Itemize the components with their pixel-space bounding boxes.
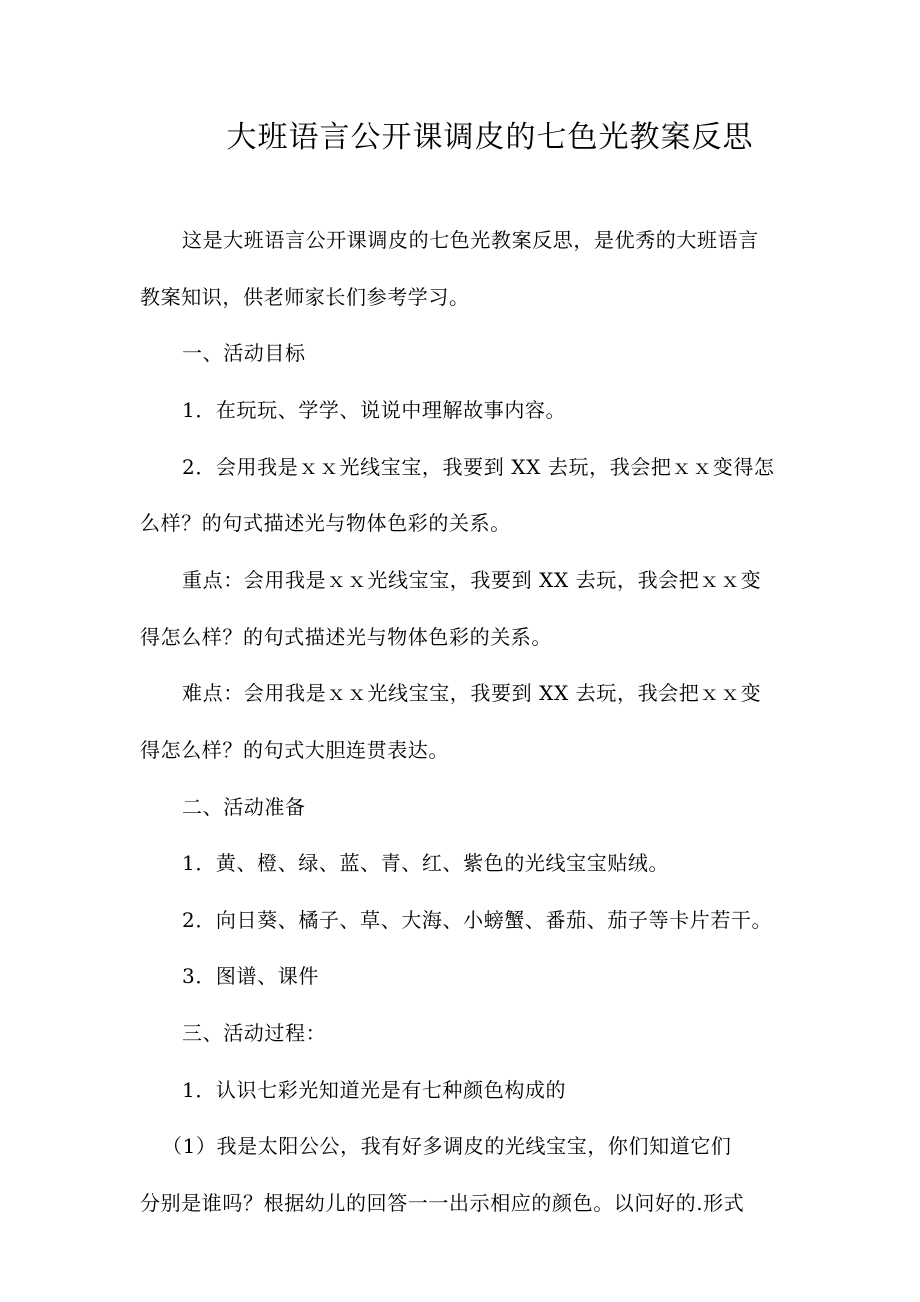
section-heading-goals: 一、活动目标 (182, 341, 306, 365)
intro-line-2: 教案知识，供老师家长们参考学习。 (140, 285, 470, 309)
prep-3: 3．图谱、课件 (182, 964, 319, 988)
goal-2-line-2: 么样？的句式描述光与物体色彩的关系。 (140, 511, 511, 535)
process-1-1-line-1: （1）我是太阳公公，我有好多调皮的光线宝宝，你们知道它们 (162, 1134, 732, 1158)
process-1: 1．认识七彩光知道光是有七种颜色构成的 (182, 1078, 567, 1102)
section-heading-preparation: 二、活动准备 (182, 795, 306, 819)
difficulty-line-1: 难点：会用我是ｘｘ光线宝宝，我要到 XX 去玩，我会把ｘｘ变 (182, 681, 762, 705)
intro-line-1: 这是大班语言公开课调皮的七色光教案反思，是优秀的大班语言 (182, 228, 759, 252)
difficulty-line-2: 得怎么样？的句式大胆连贯表达。 (140, 738, 449, 762)
goal-1: 1．在玩玩、学学、说说中理解故事内容。 (182, 398, 567, 422)
key-point-line-1: 重点：会用我是ｘｘ光线宝宝，我要到 XX 去玩，我会把ｘｘ变 (182, 568, 762, 592)
section-heading-process: 三、活动过程： (182, 1021, 327, 1045)
prep-1: 1．黄、橙、绿、蓝、青、红、紫色的光线宝宝贴绒。 (182, 851, 670, 875)
document-title: 大班语言公开课调皮的七色光教案反思 (226, 120, 754, 155)
prep-2: 2．向日葵、橘子、草、大海、小螃蟹、番茄、茄子等卡片若干。 (182, 908, 773, 932)
process-1-1-line-2: 分别是谁吗？根据幼儿的回答一一出示相应的颜色。以问好的.形式 (140, 1191, 745, 1215)
key-point-line-2: 得怎么样？的句式描述光与物体色彩的关系。 (140, 625, 552, 649)
goal-2-line-1: 2．会用我是ｘｘ光线宝宝，我要到 XX 去玩，我会把ｘｘ变得怎 (182, 455, 775, 479)
